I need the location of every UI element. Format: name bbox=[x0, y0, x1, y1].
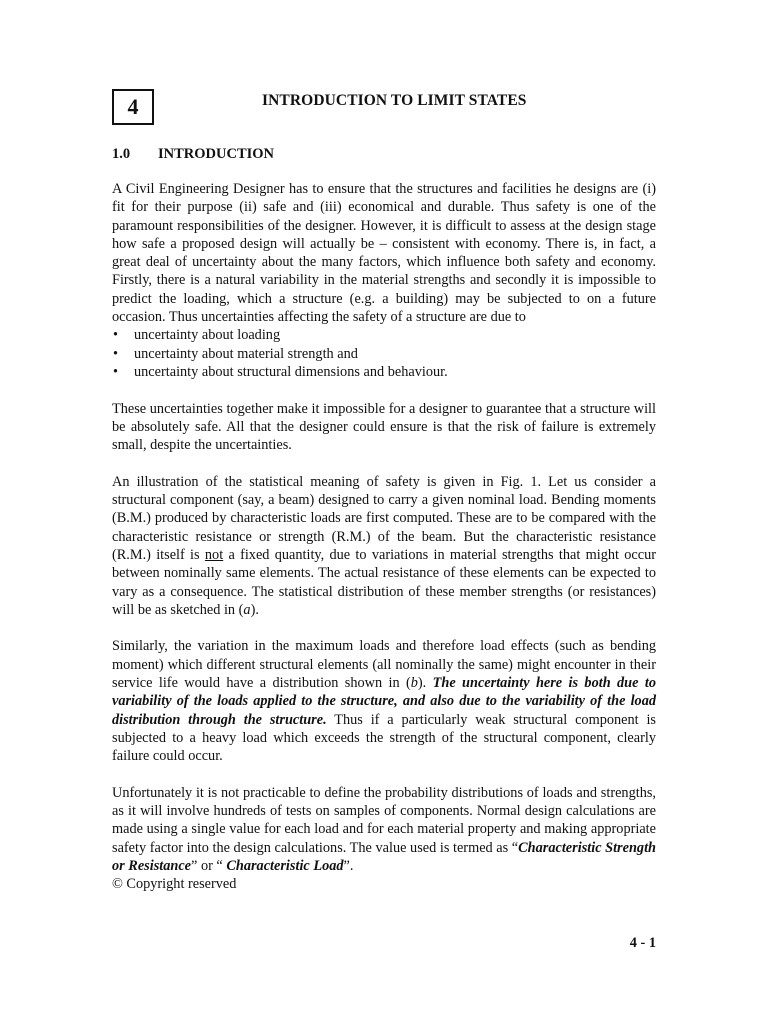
text-run: Unfortunately it is not practicable to define the probability distributions of loads and strengths, as it will involve hundreds of tests on samples of components. Normal design calculations are made using a single value for each load and for each material property and making appropriate safety factor into the design calculations. The value used is termed as “ bbox=[112, 784, 656, 856]
text-run: ” or “ bbox=[191, 857, 227, 874]
italic-letter: a bbox=[243, 601, 251, 618]
chapter-number-box bbox=[112, 89, 154, 125]
text-run: ). bbox=[417, 675, 433, 692]
underlined-word: not bbox=[204, 546, 224, 563]
italic-letter: b bbox=[410, 675, 418, 692]
paragraph-3 bbox=[112, 473, 656, 619]
chapter-number: 4 bbox=[127, 94, 139, 119]
text-run: An illustration of the statistical meaning of safety is given in Fig. 1. Let us consider a structural component (say, a beam) designed to carry a given nominal load. Bending moments (B.M.) produced by characteristic loads are first computed. These are to be compared with the characteristic resistance or strength (R.M.) of the beam. But the characteristic resistance (R.M.) itself is bbox=[112, 473, 656, 563]
text-run: a fixed quantity, due to variations in material strengths that might occur between nominally same elements. The actual resistance of these elements can be expected to vary as a consequence. The statistical distribution of these member strengths (or resistances) will be as sketched in ( bbox=[112, 546, 657, 618]
paragraph-4 bbox=[112, 637, 656, 765]
list-item: • uncertainty about material strength and bbox=[112, 345, 656, 363]
text-run: Similarly, the variation in the maximum loads and therefore load effects (such as bending moment) which different structural elements (all nominally the same) might encounter in their service life would have a distribution shown in ( bbox=[112, 638, 656, 692]
section-number: 1.0 bbox=[112, 146, 131, 162]
paragraph-2: These uncertainties together make it impossible for a designer to guarantee that a structure will be absolutely safe. All that the designer could ensure is that the risk of failure is extremely small, despite the uncertainties. bbox=[112, 400, 656, 454]
paragraph-5 bbox=[112, 784, 656, 875]
paragraph-1: A Civil Engineering Designer has to ensure that the structures and facilities he designs are (i) fit for their purpose (ii) safe and (iii) economical and durable. Thus safety is one of the paramount responsibilities of the designer. However, it is difficult to assess at the design stage how safe a proposed design will actually be – consistent with economy. There is, in fact, a great deal of uncertainty about the many factors, which influence both safety and economy. Firstly, there is a natural variability in the material strengths and secondly it is impossible to predict the loading, which a structure (e.g. a building) may be subjected to on a future occasion. Thus uncertainties affecting the safety of a structure are due to bbox=[112, 181, 656, 326]
chapter-title: INTRODUCTION TO LIMIT STATES bbox=[262, 92, 527, 109]
text-run: Thus if a particularly weak structural component is subjected to a heavy load which exceeds the strength of the structural component, clearly failure could occur. bbox=[112, 711, 656, 765]
body-text bbox=[112, 180, 656, 894]
uncertainty-list bbox=[112, 326, 656, 381]
list-item: • uncertainty about loading bbox=[112, 326, 656, 344]
term-characteristic-strength: Characteristic Strength or Resistance bbox=[112, 839, 656, 874]
list-item: • uncertainty about structural dimensions and behaviour. bbox=[112, 363, 656, 381]
copyright-notice: © Copyright reserved bbox=[112, 876, 237, 892]
term-characteristic-load: Characteristic Load bbox=[226, 857, 344, 874]
text-run: ). bbox=[250, 601, 259, 618]
emphasis-text: The uncertainty here is both due to variability of the loads applied to the structure, and also due to the variability of the load distribution through the structure. bbox=[112, 675, 656, 728]
page-number: 4 - 1 bbox=[629, 935, 656, 951]
section-heading bbox=[112, 146, 274, 163]
section-title: INTRODUCTION bbox=[158, 146, 275, 162]
text-run: ”. bbox=[343, 857, 354, 874]
